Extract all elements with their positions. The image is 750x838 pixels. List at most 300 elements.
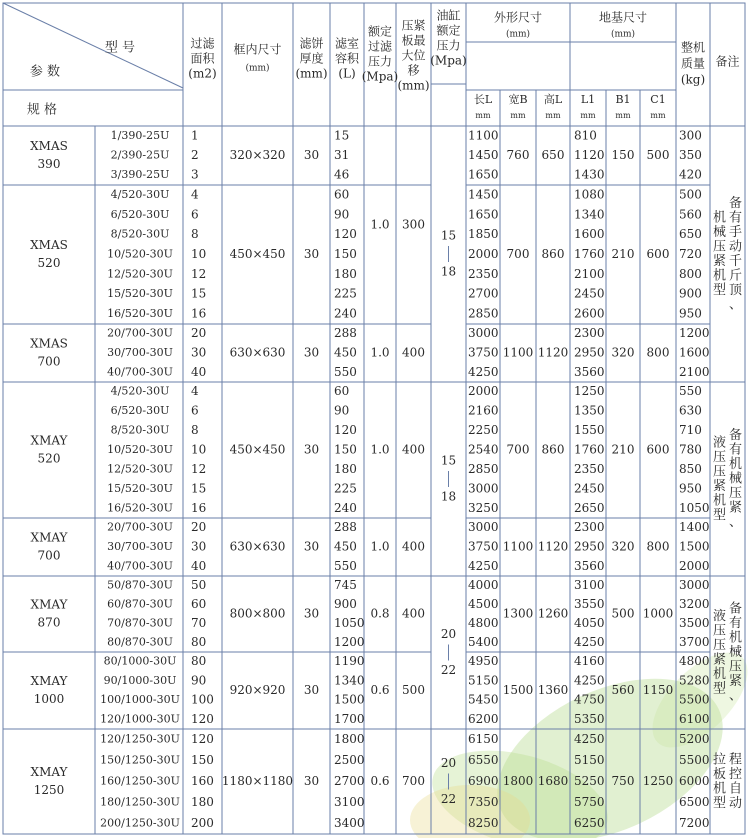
- model-code: 3/390-25U: [110, 168, 170, 182]
- frame-size: 1180×1180: [221, 774, 294, 788]
- machine-weight: 350: [679, 148, 702, 162]
- outline-height: 650: [541, 148, 565, 162]
- model-code: 2/390-25U: [110, 148, 170, 162]
- series-name: XMAS: [30, 139, 68, 153]
- outline-length: 4250: [468, 364, 499, 379]
- chamber-volume: 90: [334, 403, 350, 418]
- remark-text: 液压压紧机型: [712, 608, 727, 697]
- foundation-l1: 2300: [574, 326, 605, 341]
- header-cylinder-pressure: 额定: [436, 23, 461, 38]
- outline-length: 2000: [468, 247, 499, 261]
- machine-weight: 6100: [679, 711, 710, 726]
- header-rated-pressure: (Mpa): [361, 69, 399, 84]
- header-rated-pressure: 过滤: [367, 39, 393, 54]
- foundation-l1: 3560: [574, 364, 605, 379]
- header-foundation: 地基尺寸: [598, 10, 648, 25]
- header-cylinder-pressure: 压力: [436, 38, 461, 53]
- machine-weight: 300: [679, 128, 702, 143]
- chamber-volume: 2500: [334, 753, 365, 767]
- outline-length: 5150: [468, 673, 499, 688]
- foundation-l1: 1550: [574, 423, 605, 438]
- filter-area: 15: [191, 286, 207, 301]
- foundation-l1: 3560: [574, 558, 605, 573]
- header-outline: 外形尺寸: [493, 10, 543, 25]
- filter-area: 15: [191, 481, 207, 496]
- machine-weight: 1200: [679, 326, 710, 341]
- foundation-l1: 2100: [574, 266, 605, 281]
- machine-weight: 800: [679, 266, 702, 281]
- chamber-volume: 450: [334, 345, 357, 360]
- chamber-volume: 46: [334, 167, 350, 182]
- foundation-l1: 2650: [574, 500, 605, 515]
- header-frame-size: 框内尺寸: [233, 42, 282, 57]
- press-stroke: 700: [402, 774, 425, 788]
- machine-weight: 5200: [679, 732, 710, 746]
- filter-area: 20: [191, 326, 207, 341]
- outline-length: 6900: [468, 774, 499, 788]
- header-press-stroke: 板最: [401, 33, 426, 48]
- machine-weight: 7200: [679, 816, 710, 830]
- foundation-c1: 800: [646, 345, 670, 360]
- machine-weight: 5500: [679, 753, 710, 767]
- foundation-c1: 800: [646, 539, 670, 554]
- model-code: 120/1250-30U: [100, 732, 180, 746]
- remark-text: 备有机械压紧、: [728, 601, 743, 704]
- machine-weight: 560: [679, 207, 702, 222]
- remark-text: 程控自动: [728, 752, 743, 811]
- model-code: 20/700-30U: [107, 326, 173, 340]
- model-code: 200/1250-30U: [100, 816, 180, 830]
- model-code: 50/870-30U: [107, 578, 173, 592]
- chamber-volume: 1700: [334, 711, 365, 726]
- chamber-volume: 1340: [334, 673, 365, 688]
- outline-length: 3000: [468, 326, 499, 341]
- foundation-l1: 4250: [574, 635, 605, 649]
- header-sub-label: B1: [615, 93, 631, 106]
- header-remark: 备注: [715, 54, 740, 69]
- foundation-c1: 600: [646, 247, 670, 261]
- outline-length: 3750: [468, 345, 499, 360]
- outline-length: 5450: [468, 692, 499, 707]
- chamber-volume: 240: [334, 500, 357, 515]
- table-frame: [3, 3, 745, 834]
- foundation-l1: 2350: [574, 461, 605, 476]
- foundation-b1: 560: [611, 683, 635, 697]
- model-code: 15/520-30U: [107, 287, 173, 301]
- cake-thickness: 30: [303, 442, 320, 457]
- frame-size: 920×920: [229, 683, 286, 697]
- foundation-c1: 500: [646, 148, 670, 162]
- header-outline-unit: (mm): [505, 29, 531, 40]
- model-code: 40/700-30U: [107, 559, 173, 573]
- filter-area: 100: [191, 692, 214, 707]
- outline-length: 4000: [468, 578, 499, 592]
- foundation-b1: 320: [611, 345, 635, 360]
- outline-length: 2250: [468, 423, 499, 438]
- chamber-volume: 1500: [334, 692, 365, 707]
- outline-length: 4950: [468, 654, 499, 669]
- cylinder-pressure: 22: [440, 663, 457, 677]
- machine-weight: 4800: [679, 654, 710, 669]
- outline-length: 3250: [468, 500, 499, 515]
- chamber-volume: 288: [334, 520, 357, 535]
- filter-area: 16: [191, 306, 207, 321]
- machine-weight: 950: [679, 306, 702, 321]
- series-name: XMAY: [30, 674, 68, 688]
- machine-weight: 1500: [679, 539, 710, 554]
- press-stroke: 400: [402, 442, 425, 457]
- machine-weight: 3000: [679, 578, 710, 592]
- header-sub-unit: mm: [580, 111, 596, 120]
- machine-weight: 500: [679, 187, 702, 202]
- outline-length: 2000: [468, 384, 499, 399]
- header-sub-label: 长L: [473, 93, 493, 106]
- header-frame-unit: (mm): [245, 63, 270, 74]
- machine-weight: 1400: [679, 520, 710, 535]
- foundation-l1: 4250: [574, 732, 605, 746]
- filter-area: 40: [191, 558, 207, 573]
- series-name: XMAY: [30, 530, 68, 545]
- chamber-volume: 550: [334, 364, 357, 379]
- press-stroke: 400: [402, 345, 425, 360]
- model-code: 160/1250-30U: [100, 774, 180, 788]
- foundation-l1: 2600: [574, 306, 605, 321]
- outline-length: 4500: [468, 597, 499, 611]
- filter-area: 180: [191, 795, 214, 809]
- series-name: XMAY: [30, 597, 68, 612]
- header-press-stroke: 大位: [401, 48, 426, 63]
- press-stroke: 500: [402, 683, 425, 697]
- foundation-l1: 1340: [574, 207, 605, 222]
- foundation-l1: 2450: [574, 481, 605, 496]
- header-sub-unit: mm: [545, 111, 561, 120]
- header-sub-label: 高L: [543, 93, 563, 106]
- outline-length: 2160: [468, 403, 499, 418]
- outline-width: 1800: [502, 774, 534, 788]
- outline-length: 1650: [468, 167, 499, 182]
- outline-length: 3000: [468, 481, 499, 496]
- machine-weight: 720: [679, 247, 702, 261]
- chamber-volume: 31: [334, 148, 350, 162]
- filter-area: 6: [191, 207, 199, 222]
- filter-area: 12: [191, 266, 207, 281]
- foundation-l1: 4250: [574, 673, 605, 688]
- frame-size: 630×630: [229, 539, 286, 554]
- outline-height: 1680: [537, 774, 569, 788]
- outline-height: 860: [541, 442, 565, 457]
- model-code: 150/1250-30U: [100, 753, 180, 767]
- model-code: 100/1000-30U: [100, 693, 180, 707]
- rated-pressure: 1.0: [370, 442, 390, 457]
- machine-weight: 3200: [679, 597, 710, 611]
- outline-length: 6550: [468, 753, 499, 767]
- series-name: 520: [37, 451, 61, 466]
- series-name: 870: [37, 615, 61, 630]
- header-model: 型 号: [104, 40, 136, 56]
- outline-width: 700: [506, 247, 530, 261]
- filter-area: 120: [191, 732, 214, 746]
- model-code: 30/700-30U: [107, 346, 173, 359]
- header-sub-label: L1: [580, 93, 596, 106]
- machine-weight: 900: [679, 286, 702, 301]
- foundation-b1: 210: [611, 442, 635, 457]
- filter-area: 1: [191, 128, 199, 143]
- chamber-volume: 1050: [334, 616, 365, 630]
- outline-height: 1120: [537, 345, 569, 360]
- foundation-b1: 500: [611, 606, 635, 621]
- header-filter-area: 面积: [190, 51, 215, 66]
- machine-weight: 2100: [679, 364, 710, 379]
- model-code: 20/700-30U: [107, 520, 173, 534]
- cake-thickness: 30: [303, 148, 320, 162]
- filter-area: 6: [191, 403, 199, 418]
- outline-width: 700: [506, 442, 530, 457]
- chamber-volume: 15: [334, 128, 350, 143]
- foundation-l1: 1430: [574, 167, 605, 182]
- chamber-volume: 1190: [334, 654, 365, 669]
- chamber-volume: 1200: [334, 635, 365, 649]
- chamber-volume: 120: [334, 227, 357, 242]
- series-name: 700: [37, 354, 61, 369]
- foundation-l1: 2300: [574, 520, 605, 535]
- series-name: XMAY: [30, 433, 68, 448]
- model-code: 80/870-30U: [107, 635, 173, 649]
- header-press-stroke: 移: [407, 63, 420, 78]
- outline-length: 2700: [468, 286, 499, 301]
- machine-weight: 950: [679, 481, 702, 496]
- foundation-l1: 4750: [574, 692, 605, 707]
- outline-length: 1450: [468, 148, 499, 162]
- outline-height: 1360: [537, 683, 569, 697]
- header-cake-thickness: (mm): [295, 66, 328, 81]
- cylinder-pressure: 15: [440, 453, 457, 468]
- foundation-c1: 600: [646, 442, 670, 457]
- header-press-stroke: (mm): [397, 78, 430, 93]
- filter-area: 8: [191, 423, 199, 438]
- header-weight: 整机: [680, 40, 706, 55]
- cake-thickness: 30: [303, 774, 320, 788]
- chamber-volume: 225: [334, 481, 357, 496]
- filter-area: 50: [191, 578, 207, 592]
- model-code: 80/1000-30U: [103, 654, 177, 668]
- header-sub-unit: mm: [650, 111, 666, 120]
- outline-length: 1650: [468, 207, 499, 222]
- outline-length: 1850: [468, 227, 499, 242]
- foundation-l1: 2950: [574, 345, 605, 360]
- chamber-volume: 60: [334, 187, 350, 202]
- foundation-l1: 6250: [574, 816, 605, 830]
- header-chamber-volume: 容积: [334, 51, 360, 66]
- series-name: XMAS: [30, 336, 68, 351]
- outline-length: 3000: [468, 520, 499, 535]
- remark-text: 拉板机型: [712, 752, 727, 811]
- chamber-volume: 3100: [334, 795, 365, 809]
- cake-thickness: 30: [303, 539, 320, 554]
- rated-pressure: 1.0: [370, 539, 390, 554]
- filter-area: 70: [191, 616, 207, 630]
- chamber-volume: 90: [334, 207, 350, 222]
- filter-area: 120: [191, 711, 214, 726]
- filter-area: 80: [191, 635, 207, 649]
- header-chamber-volume: 滤室: [334, 36, 360, 51]
- filter-area: 40: [191, 364, 207, 379]
- machine-weight: 6000: [679, 774, 710, 788]
- machine-weight: 650: [679, 227, 702, 242]
- outline-width: 1100: [502, 539, 534, 554]
- foundation-l1: 4050: [574, 616, 605, 630]
- filter-area: 3: [191, 167, 199, 182]
- outline-width: 1300: [502, 606, 534, 621]
- remark-text: 备有手动千斤顶、: [728, 195, 743, 313]
- machine-weight: 780: [679, 442, 702, 457]
- frame-size: 800×800: [229, 606, 286, 621]
- foundation-l1: 5350: [574, 711, 605, 726]
- foundation-b1: 750: [611, 774, 635, 788]
- filter-area: 200: [191, 816, 214, 830]
- model-code: 30/700-30U: [107, 540, 173, 553]
- rated-pressure: 0.6: [370, 774, 390, 788]
- outline-width: 1100: [502, 345, 534, 360]
- outline-length: 6200: [468, 711, 499, 726]
- foundation-l1: 1600: [574, 227, 605, 242]
- cylinder-pressure: 15: [440, 228, 457, 243]
- foundation-l1: 4160: [574, 654, 605, 669]
- series-name: 1000: [33, 692, 65, 706]
- chamber-volume: 60: [334, 384, 350, 399]
- filter-area: 8: [191, 227, 199, 242]
- filter-area: 60: [191, 597, 207, 611]
- machine-weight: 5280: [679, 673, 710, 688]
- outline-length: 1100: [468, 128, 499, 143]
- foundation-l1: 2950: [574, 539, 605, 554]
- press-stroke: 300: [402, 217, 425, 232]
- chamber-volume: 550: [334, 558, 357, 573]
- model-code: 6/520-30U: [110, 207, 170, 221]
- rated-pressure: 0.6: [370, 683, 390, 697]
- model-code: 10/520-30U: [107, 247, 173, 261]
- cake-thickness: 30: [303, 345, 320, 360]
- machine-weight: 3700: [679, 635, 710, 649]
- header-rated-pressure: 压力: [367, 54, 393, 69]
- foundation-c1: 1000: [642, 606, 674, 621]
- foundation-b1: 210: [611, 247, 635, 261]
- cylinder-pressure: 18: [440, 489, 457, 504]
- model-code: 8/520-30U: [110, 227, 170, 241]
- cylinder-pressure: 18: [440, 264, 457, 279]
- header-cake-thickness: 厚度: [299, 51, 324, 66]
- machine-weight: 550: [679, 384, 702, 399]
- outline-length: 2540: [468, 442, 499, 457]
- model-code: 16/520-30U: [107, 307, 173, 321]
- chamber-volume: 150: [334, 247, 357, 261]
- header-sub-label: 宽B: [508, 93, 528, 106]
- foundation-l1: 1760: [574, 442, 605, 457]
- series-name: XMAS: [30, 238, 68, 252]
- model-code: 8/520-30U: [110, 423, 170, 437]
- cake-thickness: 30: [303, 683, 320, 697]
- foundation-c1: 1250: [642, 774, 674, 788]
- header-weight: (kg): [680, 72, 706, 87]
- header-spec: 规 格: [26, 102, 58, 118]
- remark-text: 备有机械压紧、: [728, 428, 743, 530]
- foundation-l1: 810: [574, 128, 597, 143]
- model-code: 16/520-30U: [107, 501, 173, 515]
- machine-weight: 710: [679, 423, 702, 438]
- filter-area: 2: [191, 148, 199, 162]
- foundation-l1: 5250: [574, 774, 605, 788]
- outline-length: 2350: [468, 266, 499, 281]
- rated-pressure: 1.0: [370, 217, 390, 232]
- chamber-volume: 225: [334, 286, 357, 301]
- machine-weight: 850: [679, 461, 702, 476]
- machine-weight: 420: [679, 167, 702, 182]
- outline-height: 860: [541, 247, 565, 261]
- outline-length: 2850: [468, 306, 499, 321]
- header-sub-unit: mm: [510, 111, 526, 120]
- machine-weight: 6500: [679, 795, 710, 809]
- outline-width: 1500: [502, 683, 534, 697]
- outline-length: 1450: [468, 187, 499, 202]
- header-foundation-unit: (mm): [610, 29, 636, 40]
- header-weight: 质量: [680, 56, 706, 71]
- model-code: 70/870-30U: [107, 616, 173, 630]
- filter-area: 10: [191, 247, 207, 261]
- foundation-b1: 320: [611, 539, 635, 554]
- foundation-c1: 1150: [642, 683, 674, 697]
- header-press-stroke: 压紧: [401, 18, 426, 33]
- model-code: 10/520-30U: [107, 443, 173, 456]
- chamber-volume: 120: [334, 423, 357, 438]
- chamber-volume: 450: [334, 539, 357, 554]
- filter-area: 4: [191, 187, 199, 202]
- filter-area: 30: [191, 539, 207, 554]
- filter-area: 150: [191, 753, 214, 767]
- foundation-l1: 1760: [574, 247, 605, 261]
- header-cylinder-pressure: 油缸: [436, 8, 461, 23]
- outline-length: 4250: [468, 558, 499, 573]
- foundation-l1: 5750: [574, 795, 605, 809]
- model-code: 4/520-30U: [110, 187, 170, 201]
- outline-height: 1260: [537, 606, 569, 621]
- header-sub-label: C1: [650, 93, 666, 106]
- chamber-volume: 180: [334, 461, 357, 476]
- foundation-l1: 1080: [574, 187, 605, 202]
- rated-pressure: 0.8: [370, 606, 390, 621]
- machine-weight: 2000: [679, 558, 710, 573]
- machine-weight: 630: [679, 403, 702, 418]
- foundation-l1: 1120: [574, 148, 605, 162]
- filter-area: 4: [191, 384, 199, 399]
- filter-area: 80: [191, 654, 207, 669]
- series-name: 1250: [33, 783, 65, 797]
- cylinder-pressure: 22: [440, 792, 457, 806]
- header-filter-area: (m2): [188, 66, 217, 81]
- frame-size: 450×450: [229, 442, 286, 457]
- outline-height: 1120: [537, 539, 569, 554]
- model-code: 6/520-30U: [110, 404, 170, 418]
- header-cake-thickness: 滤饼: [299, 36, 324, 51]
- cake-thickness: 30: [303, 247, 320, 261]
- model-code: 40/700-30U: [107, 365, 173, 379]
- chamber-volume: 240: [334, 306, 357, 321]
- foundation-l1: 3100: [574, 578, 605, 592]
- model-code: 120/1000-30U: [100, 712, 180, 726]
- filter-area: 10: [191, 442, 207, 457]
- foundation-b1: 150: [611, 148, 635, 162]
- model-code: 1/390-25U: [110, 128, 170, 142]
- chamber-volume: 900: [334, 597, 357, 611]
- model-code: 12/520-30U: [107, 267, 173, 281]
